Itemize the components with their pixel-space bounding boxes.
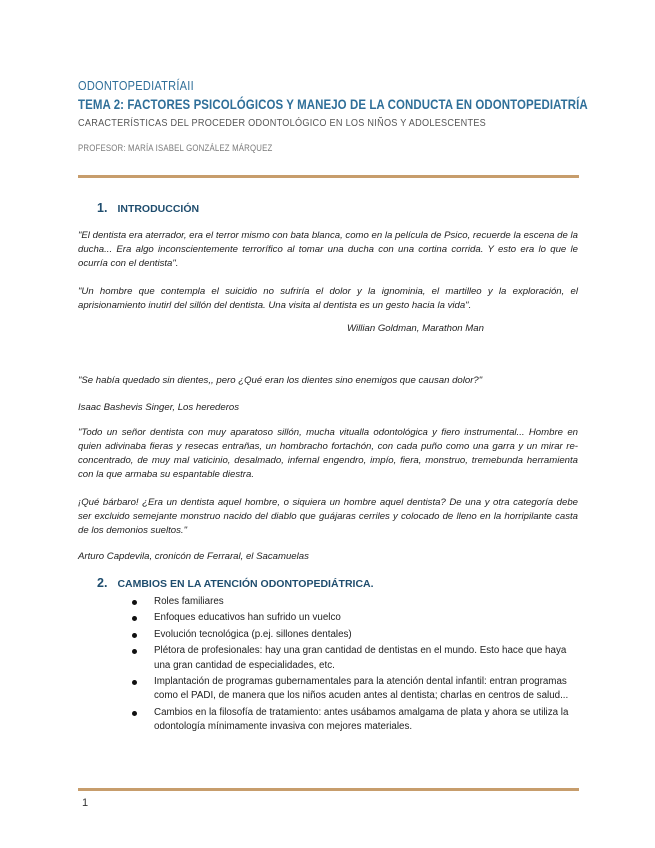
section-heading-introduccion (97, 201, 199, 215)
list-item: Plétora de profesionales: hay una gran cantidad de dentistas en el mundo. Esto hace que haya una gran cantidad de especialidades, etc. (132, 644, 578, 673)
bullet-icon (132, 711, 137, 716)
section-title: CAMBIOS EN LA ATENCIÓN ODONTOPEDIÁTRICA. (117, 578, 374, 590)
bullet-icon (132, 616, 137, 621)
section-heading-cambios (97, 576, 374, 590)
section-title: INTRODUCCIÓN (117, 203, 200, 215)
list-item: Evolución tecnológica (p.ej. sillones dentales) (132, 628, 578, 642)
course-name: ODONTOPEDIATRÍAII (78, 79, 194, 93)
bullet-icon (132, 649, 137, 654)
footer-divider (78, 788, 579, 791)
bullet-icon (132, 633, 137, 638)
quote-attribution: Isaac Bashevis Singer, Los herederos (78, 402, 240, 413)
header-divider (78, 175, 579, 178)
section-number: 1. (97, 201, 108, 215)
quote-attribution: Arturo Capdevila, cronicón de Ferraral, el Sacamuelas (78, 551, 309, 562)
professor-name: PROFESOR: MARÍA ISABEL GONZÁLEZ MÁRQUEZ (78, 143, 273, 153)
quote-attribution: Willian Goldman, Marathon Man (347, 323, 484, 334)
list-item: Implantación de programas gubernamentales para la atención dental infantil: entran programas como el PADI, de manera que los niños acuden antes al dentista; charlas en centros de salud... (132, 675, 578, 704)
list-item: Enfoques educativos han sufrido un vuelco (132, 611, 578, 625)
quote-paragraph: "Un hombre que contempla el suicidio no sufriría el dolor y la ignominia, el martilleo y la exploración, el aprisionamiento inutirl del sillón del dentista. Una visita al dentista es un gesto hacia la vida". (78, 286, 578, 311)
changes-list (132, 595, 578, 737)
page-number: 1 (82, 797, 89, 809)
bullet-icon (132, 600, 137, 605)
quote-paragraph: "Se había quedado sin dientes,, pero ¿Qué eran los dientes sino enemigos que causan dolor?" (78, 375, 483, 386)
quote-paragraph: "El dentista era aterrador, era el terror mismo con bata blanca, como en la película de Psico, recuerde la escena de la ducha... Era algo inconscientemente terrorífico al tomar una ducha con una cortina corrida. Y esto era lo que le ocurría con el dentista". (78, 230, 578, 269)
quote-paragraph: ¡Qué bárbaro! ¿Era un dentista aquel hombre, o siquiera un hombre aquel dentista? De una y otra categoría debe ser excluido semejante monstruo nacido del diablo que guájaras cerriles y colocado de lleno en la horripilante casta de los demonios sueltos." (78, 497, 578, 536)
list-item: Cambios en la filosofía de tratamiento: antes usábamos amalgama de plata y ahora se utiliza la odontología mínimamente invasiva con mejores materiales. (132, 706, 578, 735)
list-item: Roles familiares (132, 595, 578, 609)
document-subtitle: CARACTERÍSTICAS DEL PROCEDER ODONTOLÓGICO EN LOS NIÑOS Y ADOLESCENTES (78, 117, 487, 129)
bullet-icon (132, 680, 137, 685)
section-number: 2. (97, 576, 108, 590)
quote-paragraph: "Todo un señor dentista con muy aparatoso sillón, mucha vitualla odontológica y fiero instrumental... Hombre en quien adivinaba fieras y resecas entrañas, un hombracho fortachón, con cada puño como una garra y un mirar re- concentrado, de muy mal vaticinio, desalmado, infernal engendro, impío, fiera, monstruo, tremebunda herramienta con la que armaba su espantable diestra. (78, 427, 578, 480)
document-title: TEMA 2: FACTORES PSICOLÓGICOS Y MANEJO DE LA CONDUCTA EN ODONTOPEDIATRÍA (78, 96, 588, 112)
